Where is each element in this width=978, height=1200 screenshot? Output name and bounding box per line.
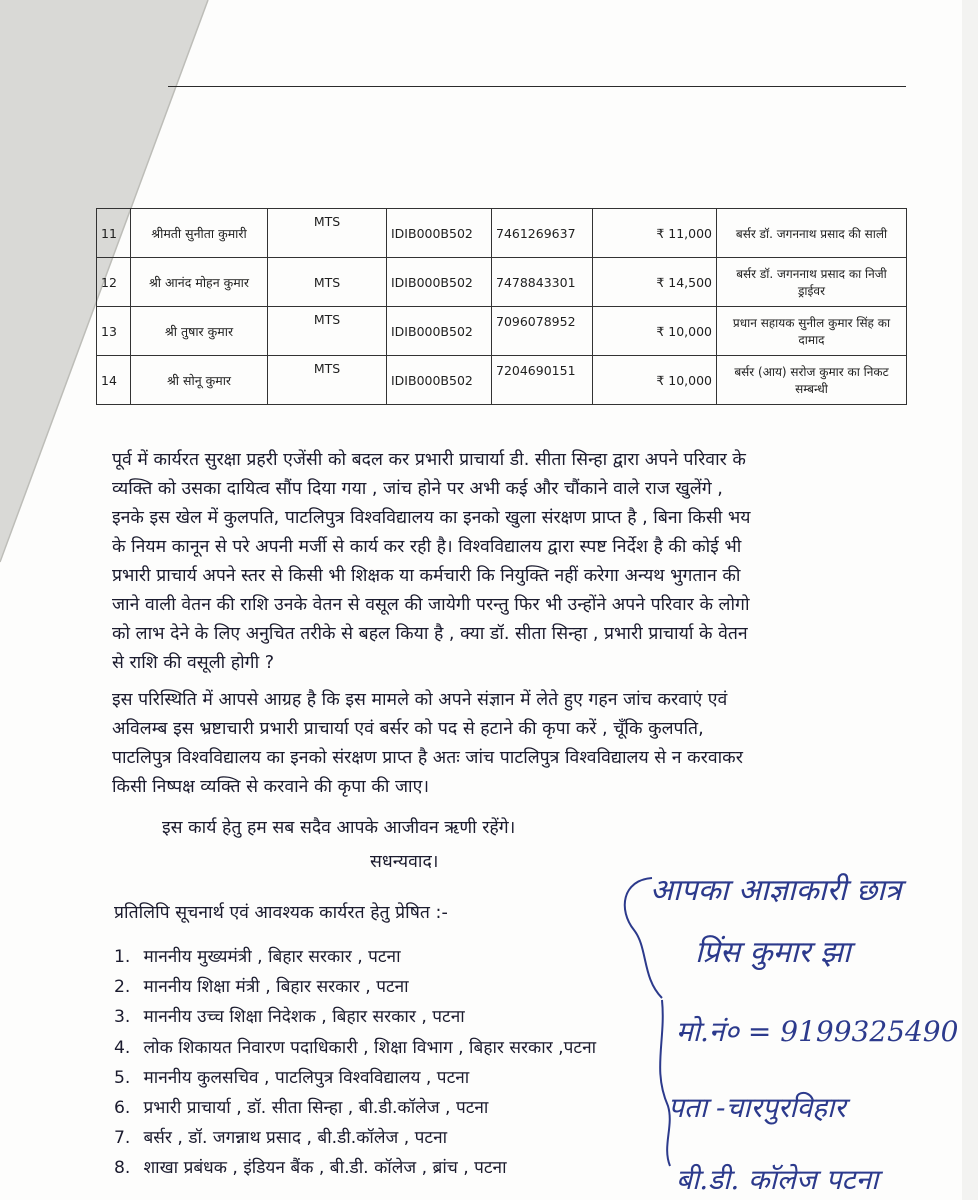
mobile-number: 7461269637 [492,209,593,258]
list-item [114,1063,596,1093]
list-text: माननीय मुख्यमंत्री , बिहार सरकार , पटना [143,947,401,967]
list-item [114,942,596,972]
text-line: व्यक्ति को उसका दायित्व सौंप दिया गया , जांच होने पर अभी कई और चौंकाने वाले राज खुलेंगे , [112,479,723,499]
text-line: पाटलिपुत्र विश्वविद्यालय का इनको संरक्षण प्राप्त है अतः जांच पाटलिपुत्र विश्वविद्यालय से न करवाकर [112,748,743,768]
text-line: इनके इस खेल में कुलपति, पाटलिपुत्र विश्वविद्यालय का इनको खुला संरक्षण प्राप्त है , बिना किसी भय [112,508,751,528]
employee-name: श्री तुषार कुमार [131,307,268,356]
mobile-number [492,356,593,405]
list-item [114,1153,596,1183]
serial-number: 11 [97,209,131,258]
list-text: प्रभारी प्राचार्या , डॉ. सीता सिन्हा , बी.डी.कॉलेज , पटना [143,1097,489,1118]
list-number: 3. [114,1007,131,1028]
list-item [114,1123,596,1153]
text-line: पूर्व में कार्यरत सुरक्षा प्रहरी एजेंसी को बदल कर प्रभारी प्राचार्या डी. सीता सिन्हा द्वारा अपने परिवार के [112,450,746,470]
employee-name: श्री आनंद मोहन कुमार [131,258,268,307]
handwritten-college: बी.डी. कॉलेज पटना [676,1163,879,1196]
list-number: 6. [114,1097,131,1118]
list-number: 1. [114,947,131,967]
mobile-number: 7478843301 [492,258,593,307]
handwritten-address: पता -चारपुरविहार [668,1091,846,1124]
post [268,209,387,258]
list-text: शाखा प्रबंधक , इंडियन बैंक , बी.डी. कॉलेज , ब्रांच , पटना [143,1158,507,1179]
list-number: 4. [114,1037,131,1058]
list-item [114,1033,596,1063]
text-line: को लाभ देने के लिए अनुचित तरीके से बहल किया है , क्या डॉ. सीता सिन्हा , प्रभारी प्राचार्या के वेतन [112,624,748,644]
post [268,356,387,405]
copy-to-heading: प्रतिलिपि सूचनार्थ एवं आवश्यक कार्यरत हेतु प्रेषित :- [114,903,448,923]
top-divider [168,86,906,87]
ifsc-code: IDIB000B502 [387,209,492,258]
request-paragraph [112,686,902,802]
salary-amount: ₹ 10,000 [593,356,717,405]
gratitude-line: इस कार्य हेतु हम सब सदैव आपके आजीवन ऋणी रहेंगे। [162,818,516,838]
post-label: MTS [313,213,341,229]
handwritten-name: प्रिंस कुमार झा [695,935,851,970]
ifsc-code: IDIB000B502 [387,356,492,405]
salary-amount: ₹ 14,500 [593,258,717,307]
mobile-label: 7096078952 [496,313,576,329]
list-text: माननीय उच्च शिक्षा निदेशक , बिहार सरकार , पटना [143,1007,465,1028]
text-line: अविलम्ब इस भ्रष्टाचारी प्रभारी प्राचार्या एवं बर्सर को पद से हटाने की कृपा करें , चूँकि कुलपति, [112,719,704,739]
post-label: MTS [313,360,341,376]
handwritten-mobile: मो.नं० = 9199325490 [676,1015,959,1048]
text-line: से राशि की वसूली होगी ? [112,653,275,673]
salary-amount: ₹ 10,000 [593,307,717,356]
employee-name: श्रीमती सुनीता कुमारी [131,209,268,258]
text-line: जाने वाली वेतन की राशि उनके वेतन से वसूल की जायेगी परन्तु फिर भी उन्होंने अपने परिवार के लोगो [112,595,750,615]
ifsc-code: IDIB000B502 [387,258,492,307]
list-number: 8. [114,1158,131,1179]
table-row [97,258,907,307]
post-label: MTS [313,311,341,327]
text-line: किसी निष्पक्ष व्यक्ति से करवाने की कृपा की जाए। [112,777,430,797]
list-text: बर्सर , डॉ. जगन्नाथ प्रसाद , बी.डी.कॉलेज , पटना [143,1128,448,1149]
post: MTS [268,258,387,307]
serial-number: 14 [97,356,131,405]
serial-number: 12 [97,258,131,307]
list-number: 5. [114,1067,131,1088]
complaint-paragraph [112,446,902,678]
list-item [114,972,596,1002]
relation: बर्सर डॉ. जगननाथ प्रसाद की साली [717,209,907,258]
relation: प्रधान सहायक सुनील कुमार सिंह का दामाद [717,307,907,356]
text-line: के नियम कानून से परे अपनी मर्जी से कार्य कर रही है। विश्वविद्यालय द्वारा स्पष्ट निर्देश है की कोई भी [112,537,742,557]
ifsc-code: IDIB000B502 [387,307,492,356]
sign-off: सधन्यवाद। [370,852,439,872]
salary-amount: ₹ 11,000 [593,209,717,258]
table-row [97,356,907,405]
relation: बर्सर डॉ. जगननाथ प्रसाद का निजी ड्राईवर [717,258,907,307]
list-text: लोक शिकायत निवारण पदाधिकारी , शिक्षा विभाग , बिहार सरकार ,पटना [143,1037,597,1058]
handwritten-brace [612,870,672,1170]
serial-number: 13 [97,307,131,356]
mobile-label: 7204690151 [496,362,576,378]
text-line: प्रभारी प्राचार्य अपने स्तर से किसी भी शिक्षक या कर्मचारी कि नियुक्ति नहीं करेगा अन्यथ भुगतान की [112,566,741,586]
text-line: इस परिस्थिति में आपसे आग्रह है कि इस मामले को अपने संज्ञान में लेते हुए गहन जांच करवाएं एवं [112,690,728,710]
list-item [114,1093,596,1123]
employee-name: श्री सोनू कुमार [131,356,268,405]
staff-table [96,208,907,405]
list-text: माननीय शिक्षा मंत्री , बिहार सरकार , पटना [143,977,409,998]
list-text: माननीय कुलसचिव , पाटलिपुत्र विश्वविद्यालय , पटना [143,1067,470,1088]
copy-to-list [114,942,596,1184]
list-number: 7. [114,1128,131,1149]
table-row [97,209,907,258]
mobile-number [492,307,593,356]
handwritten-closing: आपका आज्ञाकारी छात्र [650,873,902,908]
post [268,307,387,356]
list-number: 2. [114,977,131,998]
table-row [97,307,907,356]
relation: बर्सर (आय) सरोज कुमार का निकट सम्बन्धी [717,356,907,405]
list-item [114,1002,596,1032]
